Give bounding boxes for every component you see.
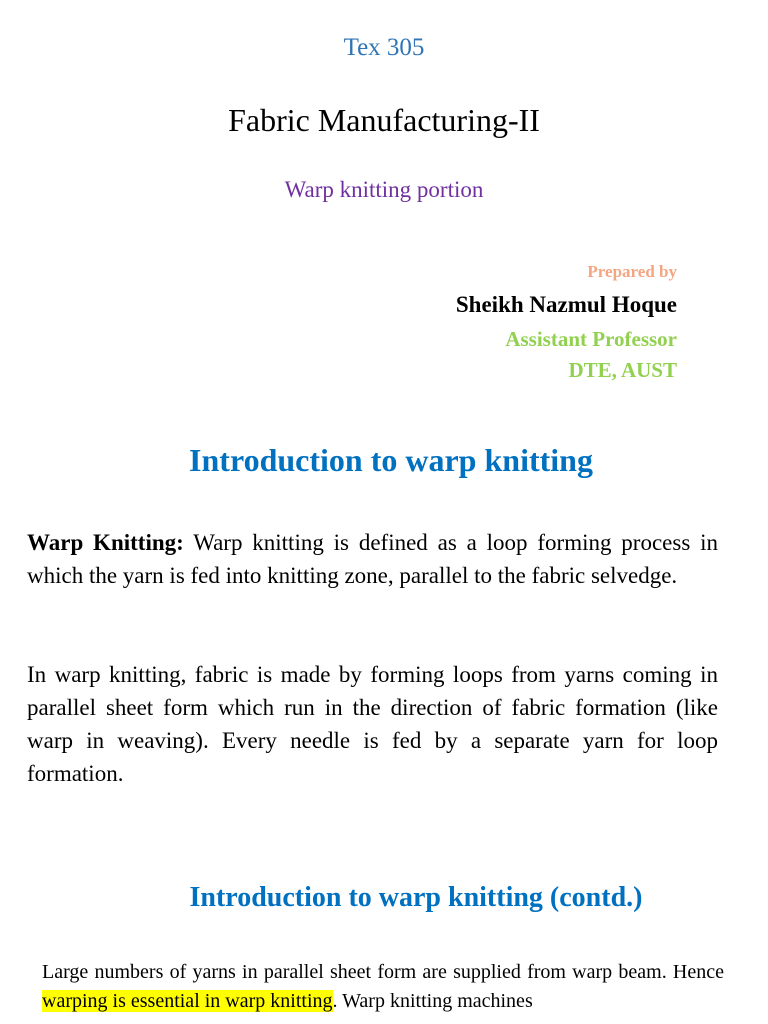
definition-term: Warp Knitting: <box>27 530 184 555</box>
course-code: Tex 305 <box>343 34 425 61</box>
warp-beam-paragraph <box>42 958 724 1016</box>
portion-subtitle: Warp knitting portion <box>284 177 484 202</box>
beam-text-end: . Warp knitting machines <box>332 990 533 1012</box>
definition-paragraph <box>27 526 718 592</box>
section-heading-intro: Introduction to warp knitting <box>189 442 593 478</box>
prepared-by-label: Prepared by <box>587 262 677 281</box>
highlighted-text: warping is essential in warp knitting <box>42 990 333 1012</box>
author-name: Sheikh Nazmul Hoque <box>455 292 677 317</box>
section-heading-contd: Introduction to warp knitting (contd.) <box>189 882 643 913</box>
loop-formation-paragraph: In warp knitting, fabric is made by forming loops from yarns coming in parallel sheet form which run in the direction of fabric formation (like warp in weaving). Every needle is fed by a separate yarn for loop formation. <box>27 662 718 786</box>
author-role: Assistant Professor <box>505 327 677 351</box>
beam-text-start: Large numbers of yarns in parallel sheet form are supplied from warp beam. Hence <box>42 961 724 983</box>
definition-text: Warp knitting is defined as a loop forming process in which the yarn is fed into knitting zone, parallel to the fabric selvedge. <box>27 530 718 588</box>
author-department: DTE, AUST <box>568 358 677 382</box>
course-title: Fabric Manufacturing-II <box>228 102 540 138</box>
